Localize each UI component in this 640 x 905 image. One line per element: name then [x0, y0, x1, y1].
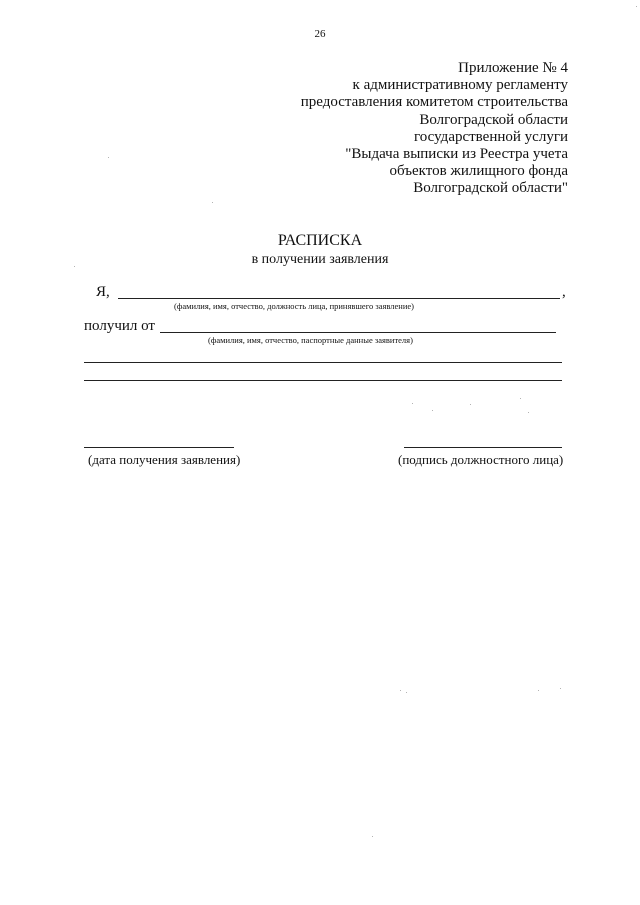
page-number: 26	[314, 28, 326, 40]
appendix-header	[301, 60, 568, 198]
scan-speck	[108, 157, 109, 158]
scan-speck	[560, 688, 561, 689]
receiver-name-line	[118, 298, 560, 299]
row2-label: получил от	[84, 318, 155, 334]
document-subtitle: в получении заявления	[251, 252, 389, 267]
signature-caption: (подпись должностного лица)	[398, 452, 564, 467]
row1-trailing-comma: ,	[562, 284, 566, 300]
blank-line	[84, 362, 562, 363]
scan-speck	[412, 403, 413, 404]
appendix-line: Волгоградской области	[419, 111, 568, 128]
date-line	[84, 447, 234, 448]
scan-speck	[212, 202, 213, 203]
receiver-name-hint: (фамилия, имя, отчество, должность лица, принявшего заявление)	[174, 301, 415, 311]
date-caption: (дата получения заявления)	[88, 452, 241, 467]
scan-speck	[520, 398, 521, 399]
scan-speck	[528, 412, 529, 413]
appendix-line: объектов жилищного фонда	[389, 163, 568, 180]
scan-speck	[538, 690, 539, 691]
scan-speck	[406, 692, 407, 693]
appendix-line: Волгоградской области"	[413, 180, 568, 197]
appendix-line: предоставления комитетом строительства	[300, 94, 568, 111]
appendix-line: к административному регламенту	[352, 77, 568, 94]
scan-speck	[470, 404, 471, 405]
applicant-name-hint: (фамилия, имя, отчество, паспортные данные заявителя)	[208, 335, 413, 345]
scan-speck	[372, 836, 373, 837]
blank-line	[84, 380, 562, 381]
signature-line	[404, 447, 562, 448]
appendix-line: государственной услуги	[414, 128, 568, 145]
applicant-name-line	[160, 332, 556, 333]
scan-speck	[636, 6, 637, 7]
scan-speck	[432, 410, 433, 411]
appendix-line: "Выдача выписки из Реестра учета	[345, 146, 568, 163]
document-title: РАСПИСКА	[277, 232, 363, 249]
appendix-line: Приложение № 4	[458, 60, 568, 76]
scan-speck	[400, 690, 401, 691]
row1-label: Я,	[96, 284, 110, 300]
